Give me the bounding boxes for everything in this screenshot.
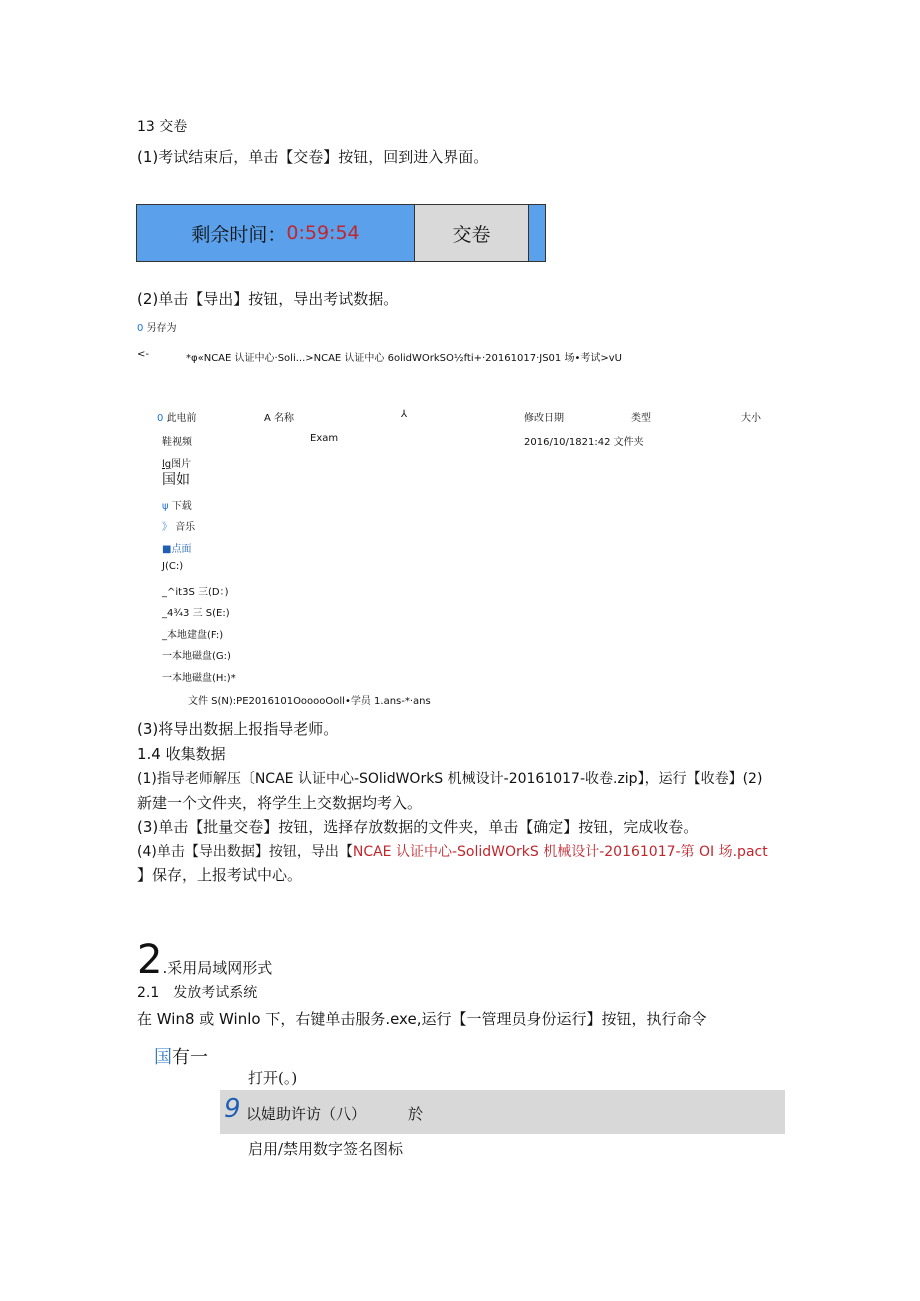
save-dialog-title [137, 319, 177, 334]
file-row-type: 文件夹 [613, 437, 644, 448]
section-heading-2 [137, 937, 273, 983]
section-heading-21: 2.1 发放考试系统 [137, 985, 258, 1001]
step2-text: (2)单击【导出】按钮，导出考试数据。 [137, 290, 399, 308]
collect-step1a: (1)指导老师解压〔NCAE 认证中心-SOlidWOrkS 机械设计-20161017-收卷.zip】，运行【收卷】(2) [137, 771, 763, 787]
nav-item-downloads[interactable] [162, 497, 192, 512]
nav-item-drive-c[interactable]: J(C:) [162, 561, 184, 572]
nav-item-music[interactable] [162, 518, 195, 533]
collect-step4 [137, 841, 768, 861]
collect-step4-filename: NCAE 认证中心-SolidWOrkS 机械设计-20161017-第 OI 场.pact [352, 844, 768, 860]
nav-item-music-label: 音乐 [175, 522, 196, 533]
column-type[interactable]: 类型 [631, 413, 651, 424]
nav-item-pictures[interactable] [162, 455, 191, 470]
section-number-2: 2 [137, 937, 163, 983]
music-icon: 》 [162, 522, 172, 533]
sort-icon: ⅄ [401, 409, 408, 420]
desktop-icon: ■ [162, 544, 172, 555]
nav-item-drive-e[interactable]: _4¾3 三 S(E:) [162, 608, 230, 619]
collect-step1b: 新建一个文件夹，将学生上交数据均考入。 [137, 794, 423, 812]
save-dialog-title-text: 另存为 [146, 323, 177, 334]
computer-icon: 0 [157, 413, 164, 424]
section-heading-14: 1.4 收集数据 [137, 745, 226, 763]
column-name[interactable]: A 名称 [264, 413, 295, 424]
exam-timer-bar [136, 204, 546, 262]
context-menu-title-text: 有一 [172, 1047, 208, 1068]
pictures-icon: lg [162, 459, 172, 470]
context-menu-title [154, 1043, 208, 1069]
section-heading-13: 13 交卷 [137, 119, 188, 135]
nav-item-drive-h[interactable]: 一本地磁盘(H:)* [162, 673, 236, 684]
nav-item-desktop[interactable] [162, 540, 191, 555]
collect-step4-suffix: 】保存，上报考试中心。 [137, 866, 303, 884]
file-row-name[interactable]: Exam [310, 433, 339, 444]
nav-item-pictures-label: 图片 [171, 459, 192, 470]
nav-item-drive-g[interactable]: 一本地磁盘(G:) [162, 651, 231, 662]
nav-item-downloads-label: 下载 [171, 501, 192, 512]
step1-text: (1)考试结束后，单击【交卷】按钮，回到进入界面。 [137, 148, 489, 166]
nav-item-drive-f[interactable]: _本地建盘(F:) [162, 630, 224, 641]
shield-icon: 9 [224, 1094, 241, 1124]
remaining-time-value: 0:59:54 [286, 222, 360, 244]
download-icon: ψ [162, 501, 169, 512]
back-button[interactable]: <- [137, 349, 149, 360]
remaining-time-label: 剩余时间： [191, 223, 287, 246]
menu-item-run-as-admin-label: 以媫助许访（八） [246, 1105, 367, 1123]
column-modified[interactable]: 修改日期 [524, 413, 564, 424]
remaining-time-panel [137, 205, 414, 261]
menu-item-open[interactable]: 打开(。) [248, 1069, 298, 1087]
address-path[interactable]: *φ«NCAE 认证中心·Soli...>NCAE 认证中心 6olidWOrkSO½fti+·20161017·JS01 场•考试>vU [186, 353, 622, 364]
nav-this-pc-label: 此电前 [166, 413, 197, 424]
nav-item-documents[interactable]: 国如 [162, 472, 190, 488]
step3-text: (3)将导出数据上报指导老师。 [137, 720, 339, 738]
timer-bar-tail [529, 205, 545, 261]
column-size[interactable]: 大小 [741, 413, 761, 424]
nav-item-videos[interactable]: 鞋视频 [162, 437, 192, 448]
section-title-2: .采用局域网形式 [162, 959, 273, 977]
file-row-modified [524, 433, 644, 448]
file-row-modified-date: 2016/10/1821:42 [524, 437, 611, 448]
submit-exam-button[interactable]: 交卷 [414, 205, 529, 261]
collect-step3: (3)单击【批量交卷】按钮，选择存放数据的文件夹，单击【确定】按钮，完成收卷。 [137, 818, 699, 836]
nav-this-pc[interactable] [157, 409, 197, 424]
nav-item-desktop-label: 点面 [171, 544, 192, 555]
menu-item-run-as-admin[interactable] [220, 1090, 785, 1134]
menu-item-signature[interactable]: 启用/禁用数字签名图标 [248, 1140, 404, 1158]
section2-instruction: 在 Win8 或 Winlo 下，右键单击服务.exe,运行【一管理员身份运行】按钮，执行命令 [137, 1010, 707, 1028]
app-icon: 国 [154, 1047, 172, 1068]
filename-field[interactable]: 文件 S(N):PE2016101OooooOoll•学员 1.ans-*·ans [188, 696, 431, 707]
save-dialog-icon: 0 [137, 323, 144, 334]
collect-step4-prefix: (4)单击【导出数据】按钮，导出【 [137, 844, 353, 860]
nav-item-drive-d[interactable]: _^it3S 三(D：) [162, 587, 229, 598]
menu-item-run-as-admin-tail: 於 [408, 1105, 424, 1123]
